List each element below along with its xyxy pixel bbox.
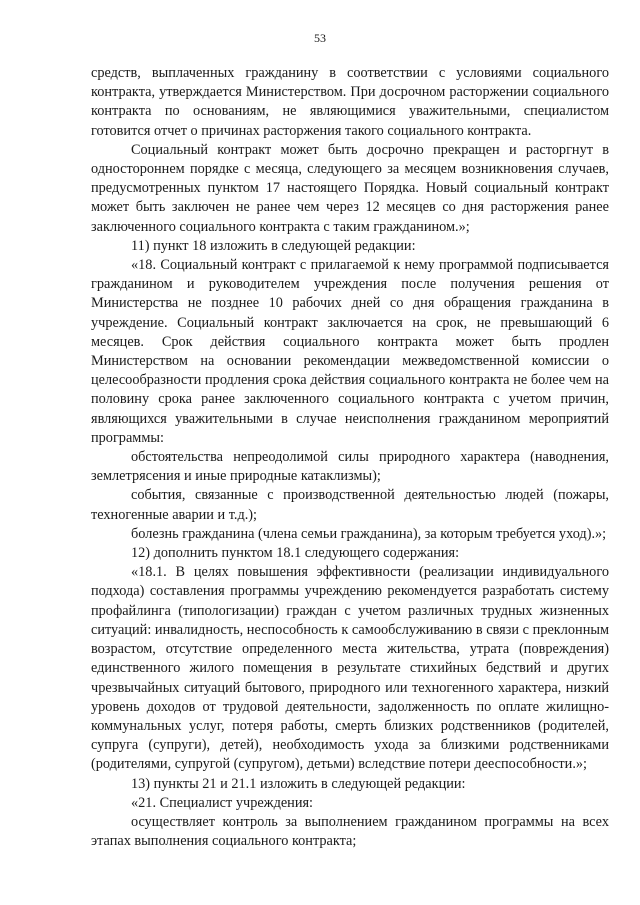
paragraph-8: 12) дополнить пунктом 18.1 следующего содержания: bbox=[131, 545, 460, 562]
paragraph-2: Социальный контракт может быть досрочно прекращен и расторгнут в одностороннем порядке с месяца, следующего за месяцем возникновения случаев, предусмотренных пунктом 17 настоящего Порядка. Новый социальный контракт может быть заключен не ранее чем через 12 месяцев со дня расторжения ранее заключенного социального контракта с таким гражданином.»; bbox=[91, 141, 609, 235]
document-body bbox=[91, 64, 609, 851]
paragraph-7: болезнь гражданина (члена семьи гражданина), за которым требуется уход).»; bbox=[131, 525, 607, 542]
paragraph-6: события, связанные с производственной деятельностью людей (пожары, техногенные аварии и т.д.); bbox=[91, 487, 609, 523]
page-number: 53 bbox=[314, 31, 326, 45]
paragraph-10: 13) пункты 21 и 21.1 изложить в следующей редакции: bbox=[131, 775, 466, 792]
paragraph-1: средств, выплаченных гражданину в соответствии с условиями социального контракта, утверждается Министерством. При досрочном расторжении социального контракта по основаниям, не являющимися уважительными, специалистом готовится отчет о причинах расторжения такого социального контракта. bbox=[91, 65, 609, 139]
paragraph-4: «18. Социальный контракт с прилагаемой к нему программой подписывается гражданином и руководителем учреждения после получения решения от Министерства не позднее 10 рабочих дней со дня обращения гражданина в учреждение. Социальный контракт заключается на срок, не превышающий 6 месяцев. Срок действия социального контракта может быть продлен Министерством на основании рекомендации межведомственной комиссии о целесообразности продления срока действия социального контракта не более чем на половину срока ранее заключенного социального контракта с учетом причин, являющихся уважительными в случае неисполнения гражданином мероприятий программы: bbox=[91, 257, 609, 446]
paragraph-5: обстоятельства непреодолимой силы природного характера (наводнения, землетрясения и иные природные катаклизмы); bbox=[91, 449, 609, 485]
paragraph-12: осуществляет контроль за выполнением гражданином программы на всех этапах выполнения социального контракта; bbox=[91, 813, 609, 850]
paragraph-11: «21. Специалист учреждения: bbox=[131, 794, 314, 811]
paragraph-3: 11) пункт 18 изложить в следующей редакции: bbox=[131, 237, 416, 254]
paragraph-9: «18.1. В целях повышения эффективности (реализации индивидуального подхода) составления программы учреждению рекомендуется разработать систему профайлинга (типологизации) граждан с учетом различных трудных жизненных ситуаций: инвалидность, неспособность к самообслуживанию в связи с преклонным возрастом, отсутствие определенного места жительства, утрата (повреждения) единственного жилого помещения в результате стихийных бедствий и других чрезвычайных ситуаций бытового, природного или техногенного характера, низкий уровень доходов от трудовой деятельности, задолженность по оплате жилищно-коммунальных услуг, потеря работы, смерть близких родственников (родителей, супруга (супруги), детей), необходимость ухода за близкими родственниками (родителями, супругой (супругом), детьми) вследствие потери дееспособности.»; bbox=[91, 564, 609, 773]
